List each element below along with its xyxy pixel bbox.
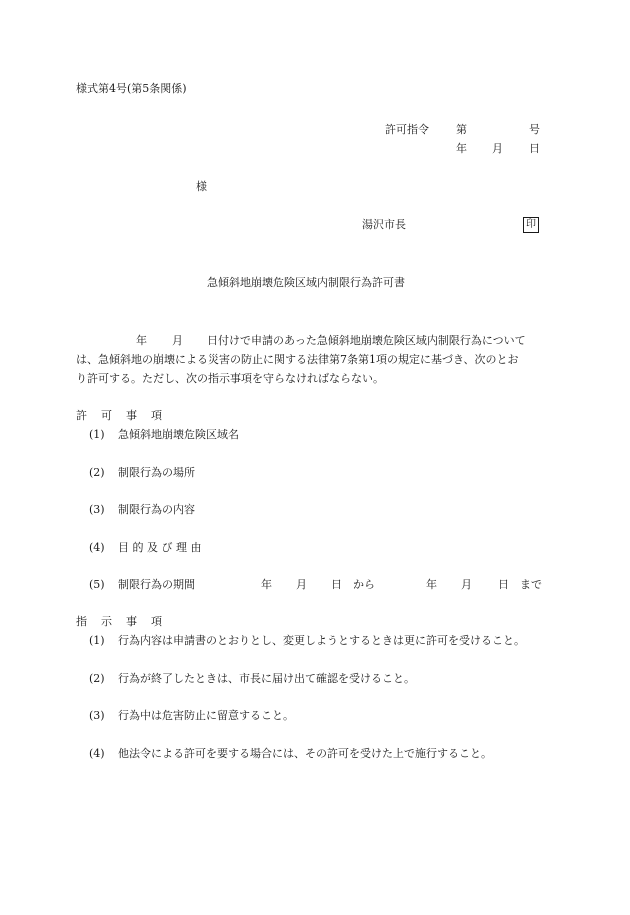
permit-item-label: 制限行為の期間: [118, 578, 195, 591]
seal-mark: 印: [523, 217, 539, 233]
date-year: 年: [456, 142, 467, 155]
permit-item-num: (4): [89, 541, 105, 554]
instruction-item-text: 他法令による許可を要する場合には、その許可を受けた上で施行すること。: [118, 747, 492, 760]
instruction-item-num: (2): [89, 672, 105, 685]
instruction-heading-char: 指: [76, 615, 87, 628]
period-month-1: 月: [296, 578, 307, 591]
issuer: 湯沢市長: [362, 218, 406, 231]
permit-item-num: (2): [89, 466, 105, 479]
period-month-2: 月: [461, 578, 472, 591]
permit-item-num: (1): [89, 428, 105, 441]
instruction-item-num: (4): [89, 747, 105, 760]
period-year-2: 年: [426, 578, 437, 591]
instruction-item-text: 行為中は危害防止に留意すること。: [118, 709, 294, 722]
permit-heading-char: 可: [101, 409, 112, 422]
permit-prefix: 許可指令: [385, 123, 429, 136]
period-year-1: 年: [261, 578, 272, 591]
permit-item-num: (3): [89, 503, 105, 516]
intro-year: 年: [136, 334, 147, 347]
permit-heading-char: 許: [76, 409, 87, 422]
permit-dai: 第: [456, 123, 467, 136]
period-day-2: 日: [498, 578, 509, 591]
intro-line2: は、急傾斜地の崩壊による災害の防止に関する法律第7条第1項の規定に基づき、次のとお: [76, 353, 519, 366]
period-from: から: [353, 578, 375, 591]
instruction-item-text: 行為が終了したときは、市長に届け出て確認を受けること。: [118, 672, 415, 685]
permit-item-label: 急傾斜地崩壊危険区域名: [118, 428, 239, 441]
permit-item-num: (5): [89, 578, 105, 591]
permit-go: 号: [529, 123, 540, 136]
instruction-heading-char: 事: [126, 615, 137, 628]
permit-item-label: 制限行為の場所: [118, 466, 195, 479]
document-title: 急傾斜地崩壊危険区域内制限行為許可書: [207, 276, 405, 289]
form-number: 様式第4号(第5条関係): [76, 82, 187, 95]
intro-line1: 日付けで申請のあった急傾斜地崩壊危険区域内制限行為について: [207, 334, 526, 347]
permit-heading-char: 項: [151, 409, 162, 422]
period-day-1: 日: [331, 578, 342, 591]
permit-item-label: 目 的 及 び 理 由: [118, 541, 202, 554]
period-until: まで: [520, 578, 542, 591]
permit-heading-char: 事: [126, 409, 137, 422]
permit-item-label: 制限行為の内容: [118, 503, 195, 516]
intro-line3: り許可する。ただし、次の指示事項を守らなければならない。: [76, 372, 384, 385]
instruction-item-num: (3): [89, 709, 105, 722]
instruction-heading-char: 項: [151, 615, 162, 628]
intro-month: 月: [172, 334, 183, 347]
instruction-item-text: 行為内容は申請書のとおりとし、変更しようとするときは更に許可を受けること。: [118, 634, 525, 647]
instruction-item-num: (1): [89, 634, 105, 647]
instruction-heading-char: 示: [101, 615, 112, 628]
addressee-suffix: 様: [196, 180, 207, 193]
date-month: 月: [492, 142, 503, 155]
date-day: 日: [529, 142, 540, 155]
